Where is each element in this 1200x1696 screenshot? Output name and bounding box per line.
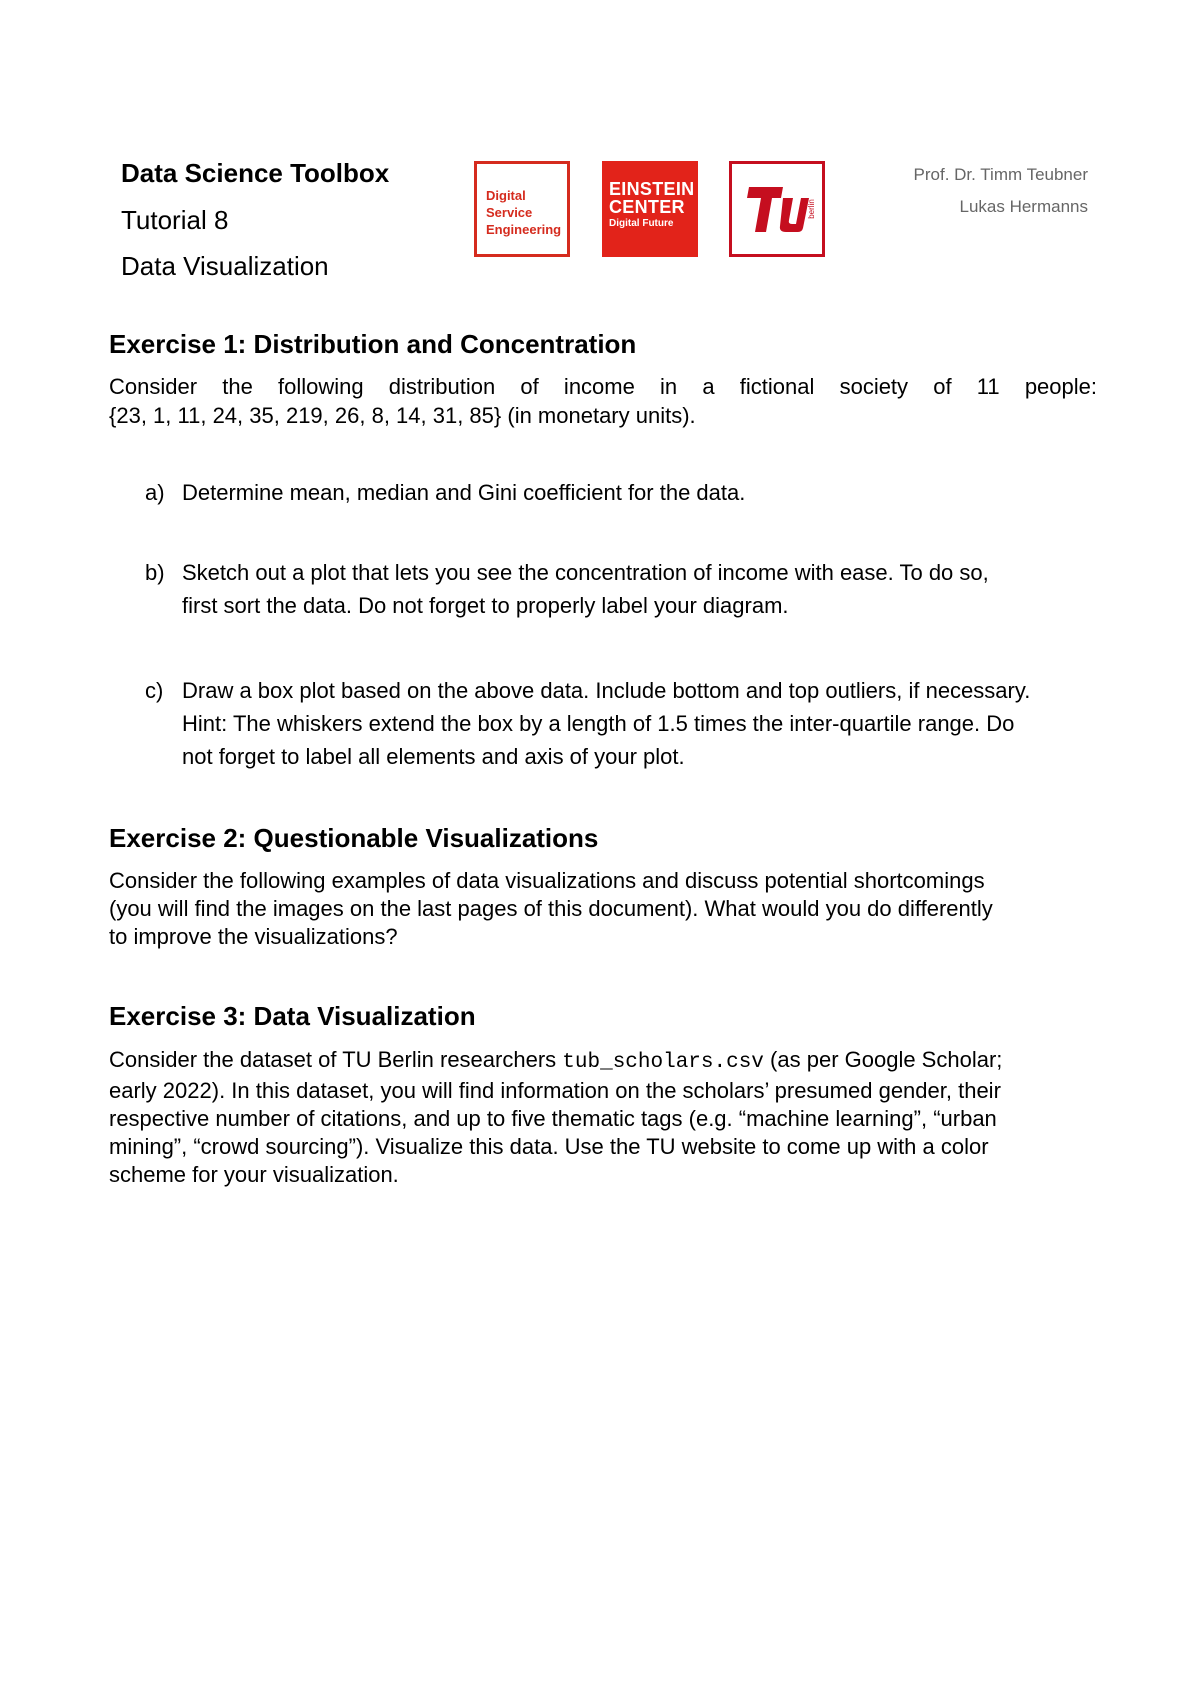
task-text-line: not forget to label all elements and axis of your plot.	[182, 744, 685, 769]
task-text-line: Sketch out a plot that lets you see the concentration of income with ease. To do so,	[182, 560, 989, 585]
exercise-2-line: to improve the visualizations?	[109, 924, 398, 949]
course-title: Data Science Toolbox	[121, 158, 390, 188]
einstein-logo-line-1: EINSTEIN	[609, 179, 695, 199]
task-label: a)	[145, 480, 165, 505]
task-text-line: Draw a box plot based on the above data. Include bottom and top outliers, if necessary.	[182, 678, 1031, 703]
exercise-3-text-before-filename: Consider the dataset of TU Berlin researchers	[109, 1047, 557, 1072]
tu-berlin-logo-mark	[732, 164, 822, 254]
exercise-1-task-c	[145, 674, 1097, 773]
exercise-3-line: respective number of citations, and up to five thematic tags (e.g. “machine learning”, “urban	[109, 1106, 997, 1131]
exercise-3-line: scheme for your visualization.	[109, 1162, 399, 1187]
authors	[914, 159, 1088, 223]
exercise-2-text	[109, 867, 1097, 951]
exercise-3-line	[109, 1046, 1097, 1077]
tu-berlin-logo-word: berlin	[807, 199, 816, 219]
exercise-1-intro-line-2: {23, 1, 11, 24, 35, 219, 26, 8, 14, 31, 85} (in monetary units).	[109, 403, 696, 428]
exercise-2-line: (you will find the images on the last pages of this document). What would you do differently	[109, 896, 993, 921]
task-text-line: first sort the data. Do not forget to properly label your diagram.	[182, 593, 789, 618]
exercise-3-text-after-filename: (as per Google Scholar;	[770, 1047, 1003, 1072]
digital-service-engineering-logo	[474, 161, 570, 257]
dataset-filename: tub_scholars.csv	[562, 1051, 764, 1074]
einstein-logo-line-3: Digital Future	[609, 218, 674, 229]
task-label: c)	[145, 678, 164, 703]
dse-logo-line-2: Service	[486, 205, 533, 220]
exercise-2-line: Consider the following examples of data visualizations and discuss potential shortcomings	[109, 868, 985, 893]
exercise-1-intro-line-1: Consider the following distribution of income in a fictional society of 11 people:	[109, 374, 1097, 399]
task-label: b)	[145, 560, 165, 585]
dse-logo-line-3: Engineering	[486, 222, 562, 237]
task-text-line: Determine mean, median and Gini coefficient for the data.	[182, 480, 746, 505]
exercise-2-heading: Exercise 2: Questionable Visualizations	[109, 823, 599, 853]
exercise-1-task-a	[145, 476, 1097, 509]
author-professor: Prof. Dr. Timm Teubner	[913, 165, 1088, 184]
tutorial-topic: Data Visualization	[121, 251, 329, 281]
einstein-center-logo	[602, 161, 698, 257]
tutorial-number: Tutorial 8	[121, 205, 229, 235]
task-text-line: Hint: The whiskers extend the box by a length of 1.5 times the inter-quartile range. Do	[182, 711, 1015, 736]
exercise-3-line: early 2022). In this dataset, you will find information on the scholars’ presumed gender, their	[109, 1078, 1001, 1103]
dse-logo-line-1: Digital	[486, 188, 526, 203]
exercise-3-line: mining”, “crowd sourcing”). Visualize this data. Use the TU website to come up with a color	[109, 1134, 989, 1159]
exercise-1-heading: Exercise 1: Distribution and Concentration	[109, 329, 637, 359]
author-tutor: Lukas Hermanns	[959, 197, 1088, 216]
exercise-3-text	[109, 1046, 1097, 1189]
exercise-3-heading: Exercise 3: Data Visualization	[109, 1001, 476, 1031]
einstein-logo-line-2: CENTER	[609, 197, 685, 217]
exercise-1-task-b	[145, 556, 1097, 622]
tu-berlin-logo	[729, 161, 825, 257]
